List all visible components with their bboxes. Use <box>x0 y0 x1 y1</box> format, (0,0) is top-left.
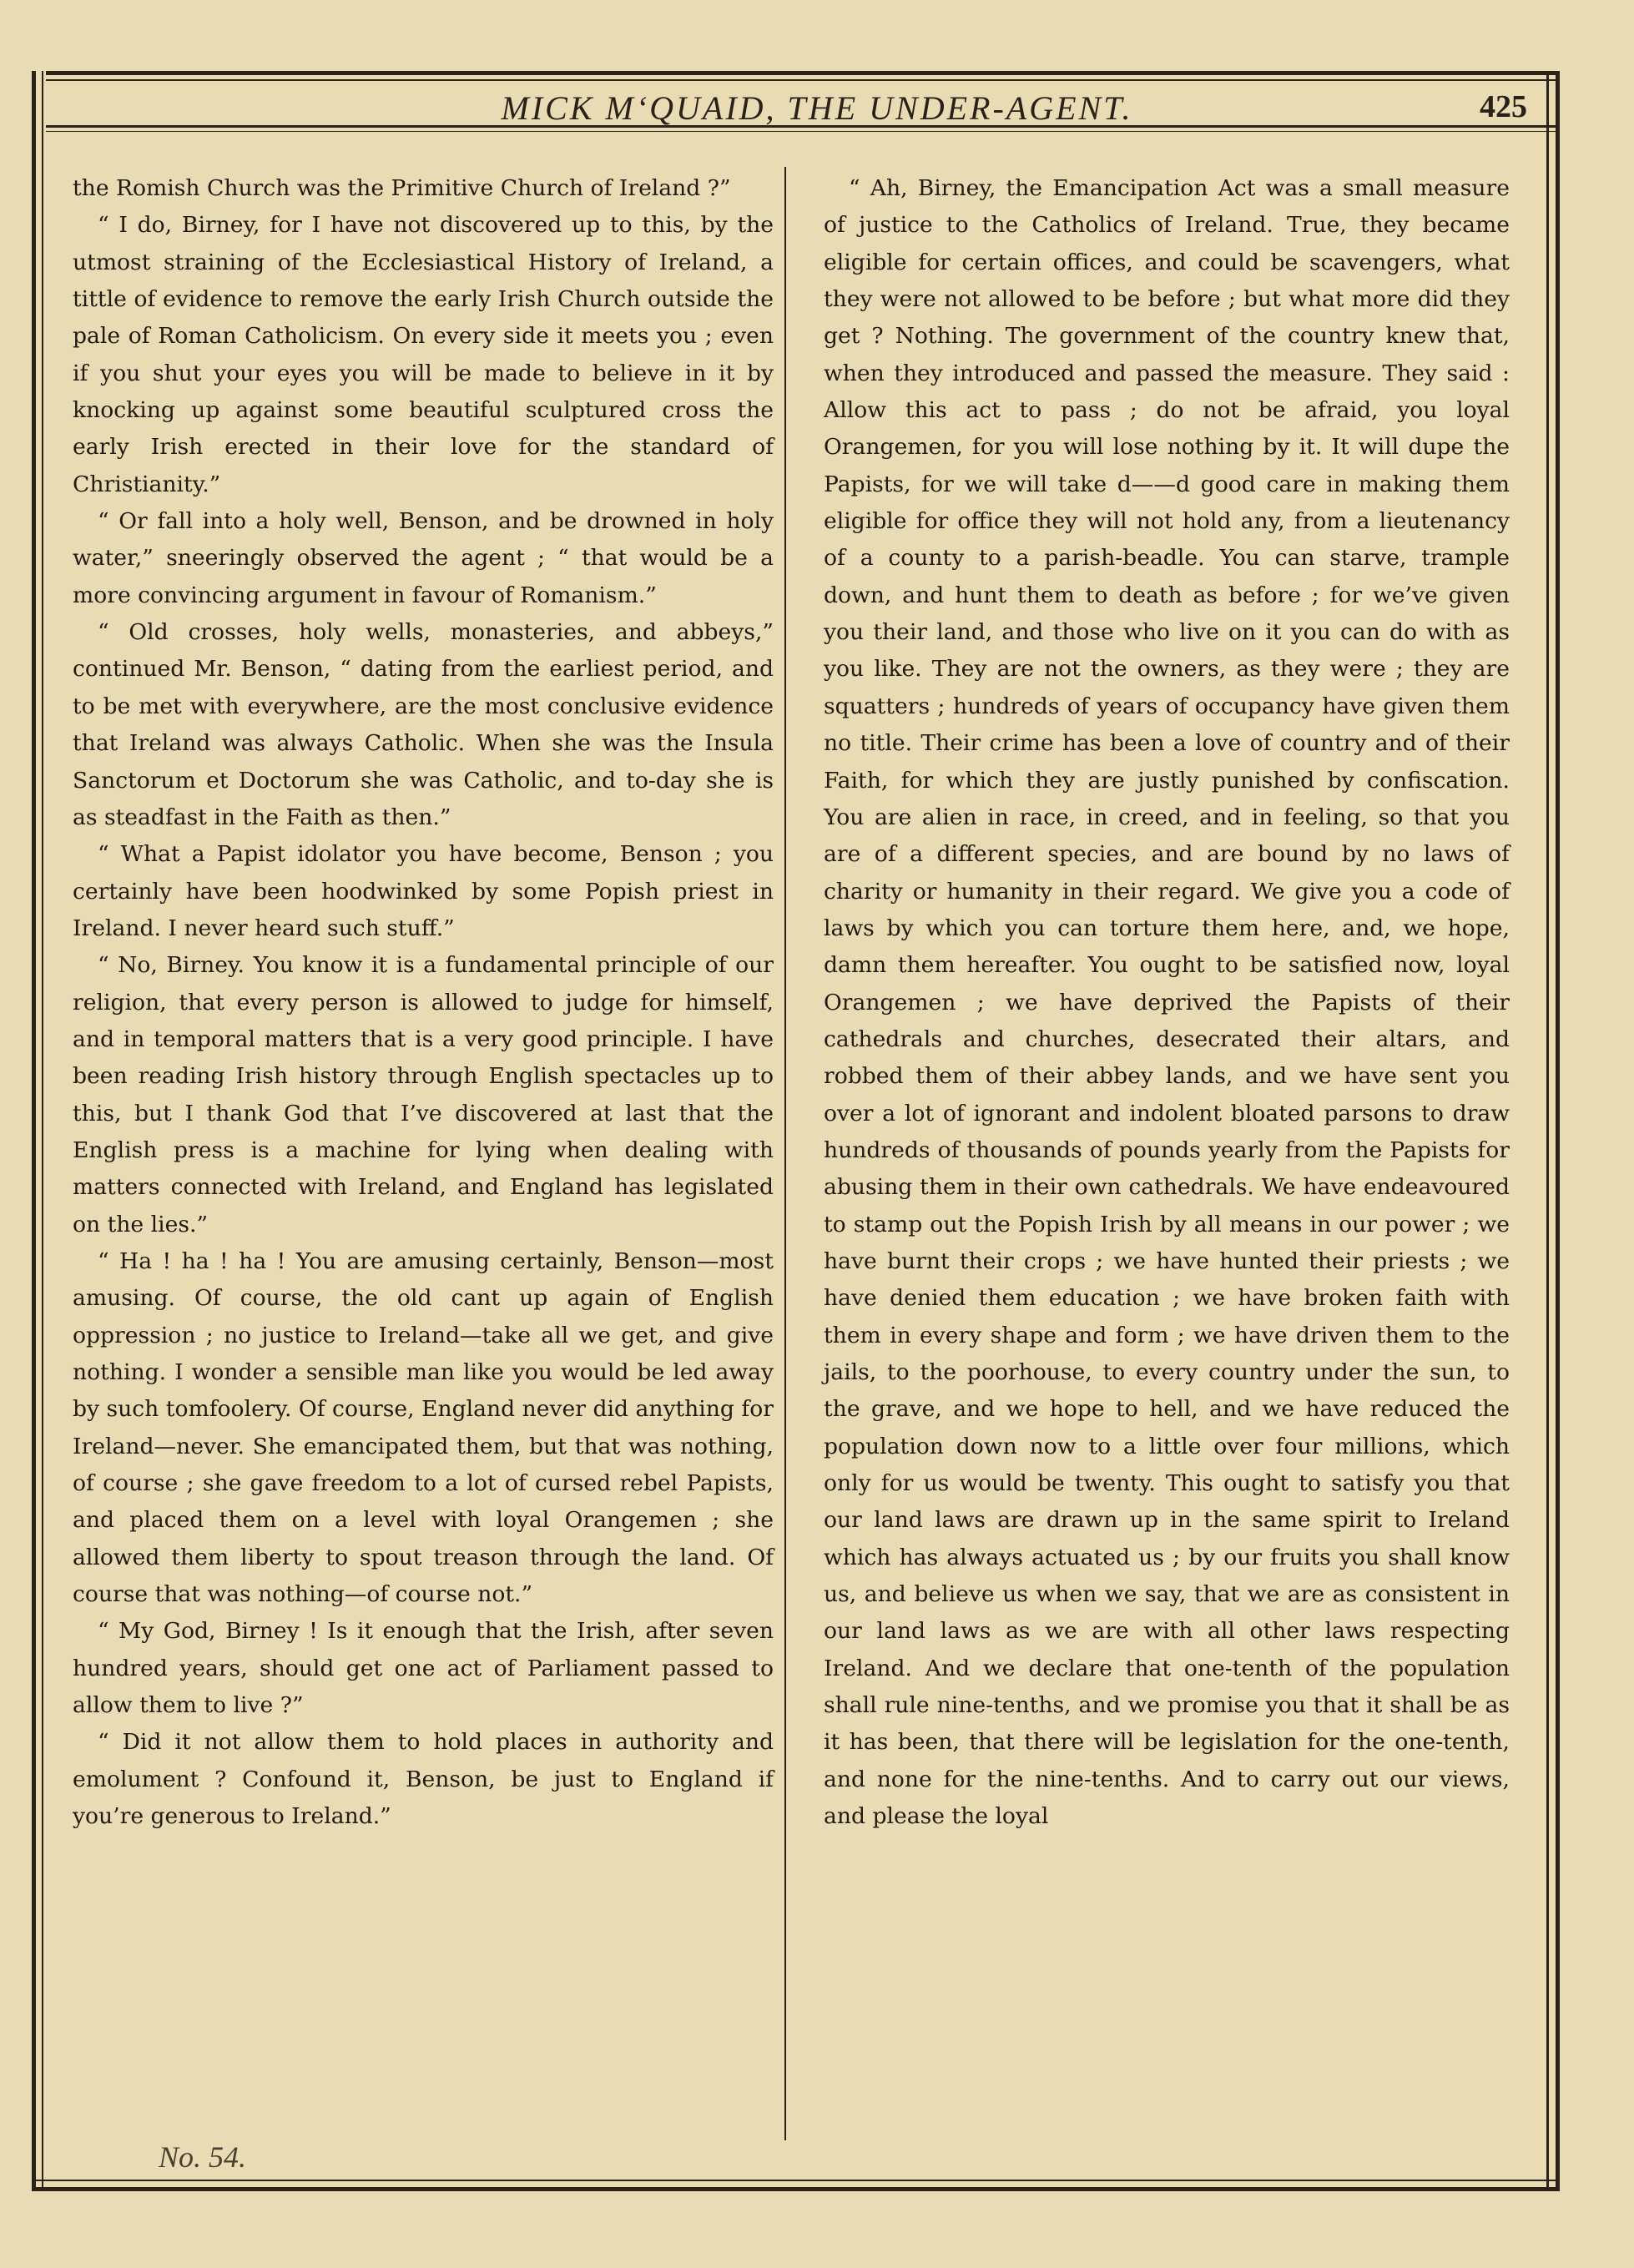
border-rule-left <box>32 71 36 2190</box>
running-title: MICK M‘QUAID, THE UNDER-AGENT. <box>501 89 1133 127</box>
border-rule-bottom-thin <box>32 2180 1560 2181</box>
signature-mark: No. 54. <box>159 2140 247 2174</box>
border-rule-right <box>1556 71 1560 2190</box>
paragraph: “ Old crosses, holy wells, monasteries, and abbeys,” continued Mr. Benson, “ dating from the earliest period, and to be met with everywhere, are the most conclusive evidence that Ireland was always Catholic. When she was the Insula Sanctorum et Doctorum she was Catholic, and to-day she is as steadfast in the Faith as then.” <box>73 619 774 830</box>
paragraph: the Romish Church was the Primitive Church of Ireland ?” <box>73 175 731 201</box>
right-column <box>824 170 1510 1835</box>
left-column <box>73 170 774 1835</box>
paragraph: “ What a Papist idolator you have become, Benson ; you certainly have been hoodwinked by some Popish priest in Ireland. I never heard such stuff.” <box>73 841 774 941</box>
paragraph: “ No, Birney. You know it is a fundamental principle of our religion, that every person is allowed to judge for himself, and in temporal matters that is a very good principle. I have been reading Irish history through English spectacles up to this, but I thank God that I’ve discovered at last that the English press is a machine for lying when dealing with matters connected with Ireland, and England has legislated on the lies.” <box>73 952 774 1237</box>
page-number: 425 <box>1480 89 1527 124</box>
paragraph: “ Did it not allow them to hold places in authority and emolument ? Confound it, Benson, be just to England if you’re generous to Ireland.” <box>73 1729 774 1830</box>
paragraph: “ Ah, Birney, the Emancipation Act was a small measure of justice to the Catholics of Ireland. True, they became eligible for certain offices, and could be scavengers, what they were not allowed to be before ; but what more did they get ? Nothing. The government of the country knew that, when they introduced and passed the measure. They said : Allow this act to pass ; do not be afraid, you loyal Orangemen, for you will lose nothing by it. It will dupe the Papists, for we will take d——d good care in making them eligible for office they will not hold any, from a lieutenancy of a county to a parish-beadle. You can starve, trample down, and hunt them to death as before ; for we’ve given you their land, and those who live on it you can do with as you like. They are not the owners, as they were ; they are squatters ; hundreds of years of occupancy have given them no title. Their crime has been a love of country and of their Faith, for which they are justly punished by confiscation. You are alien in race, in creed, and in feeling, so that you are of a different species, and are bound by no laws of charity or humanity in their regard. We give you a code of laws by which you can torture them here, and, we hope, damn them hereafter. You ought to be satisfied now, loyal Orangemen ; we have deprived the Papists of their cathedrals and churches, desecrated their altars, and robbed them of their abbey lands, and we have sent you over a lot of ignorant and indolent bloated parsons to draw hundreds of thousands of pounds yearly from the Papists for abusing them in their own cathedrals. We have endeavoured to stamp out the Popish Irish by all means in our power ; we have burnt their crops ; we have hunted their priests ; we have denied them education ; we have broken faith with them in every shape and form ; we have driven them to the jails, to the poorhouse, to every country under the sun, to the grave, and we hope to hell, and we have reduced the population down now to a little over four millions, which only for us would be twenty. This ought to satisfy you that our land laws are drawn up in the same spirit to Ireland which has always actuated us ; by our fruits you shall know us, and believe us when we say, that we are as consistent in our land laws as we are with all other laws respecting Ireland. And we declare that one-tenth of the population shall rule nine-tenths, and we promise you that it shall be as it has been, that there will be legislation for the one-tenth, and none for the nine-tenths. And to carry out our views, and please the loyal <box>824 175 1510 1830</box>
paragraph: “ Or fall into a holy well, Benson, and be drowned in holy water,” sneeringly observed the agent ; “ that would be a more convincing argument in favour of Romanism.” <box>73 508 774 608</box>
paragraph: “ Ha ! ha ! ha ! You are amusing certainly, Benson—most amusing. Of course, the old cant up again of English oppression ; no justice to Ireland—take all we get, and give nothing. I wonder a sensible man like you would be led away by such tomfoolery. Of course, England never did anything for Ireland—never. She emancipated them, but that was nothing, of course ; she gave freedom to a lot of cursed rebel Papists, and placed them on a level with loyal Orangemen ; she allowed them liberty to spout treason through the land. Of course that was nothing—of course not.” <box>73 1247 774 1608</box>
paragraph: “ My God, Birney ! Is it enough that the Irish, after seven hundred years, should get one act of Parliament passed to allow them to live ?” <box>73 1618 774 1719</box>
paragraph: “ I do, Birney, for I have not discovered up to this, by the utmost straining of the Ecclesiastical History of Ireland, a tittle of evidence to remove the early Irish Church outside the pale of Roman Catholicism. On every side it meets you ; even if you shut your eyes you will be made to believe in it by knocking up against some beautiful sculptured cross the early Irish erected in their love for the standard of Christianity.” <box>73 212 774 497</box>
header-rule-thin <box>46 131 1556 132</box>
border-rule-bottom <box>32 2187 1560 2191</box>
border-rule-left-thin <box>42 71 43 2190</box>
border-rule-top <box>46 71 1556 75</box>
border-rule-top-thin <box>46 79 1556 81</box>
column-divider <box>784 167 786 2140</box>
border-rule-right-thin <box>1546 71 1549 2190</box>
